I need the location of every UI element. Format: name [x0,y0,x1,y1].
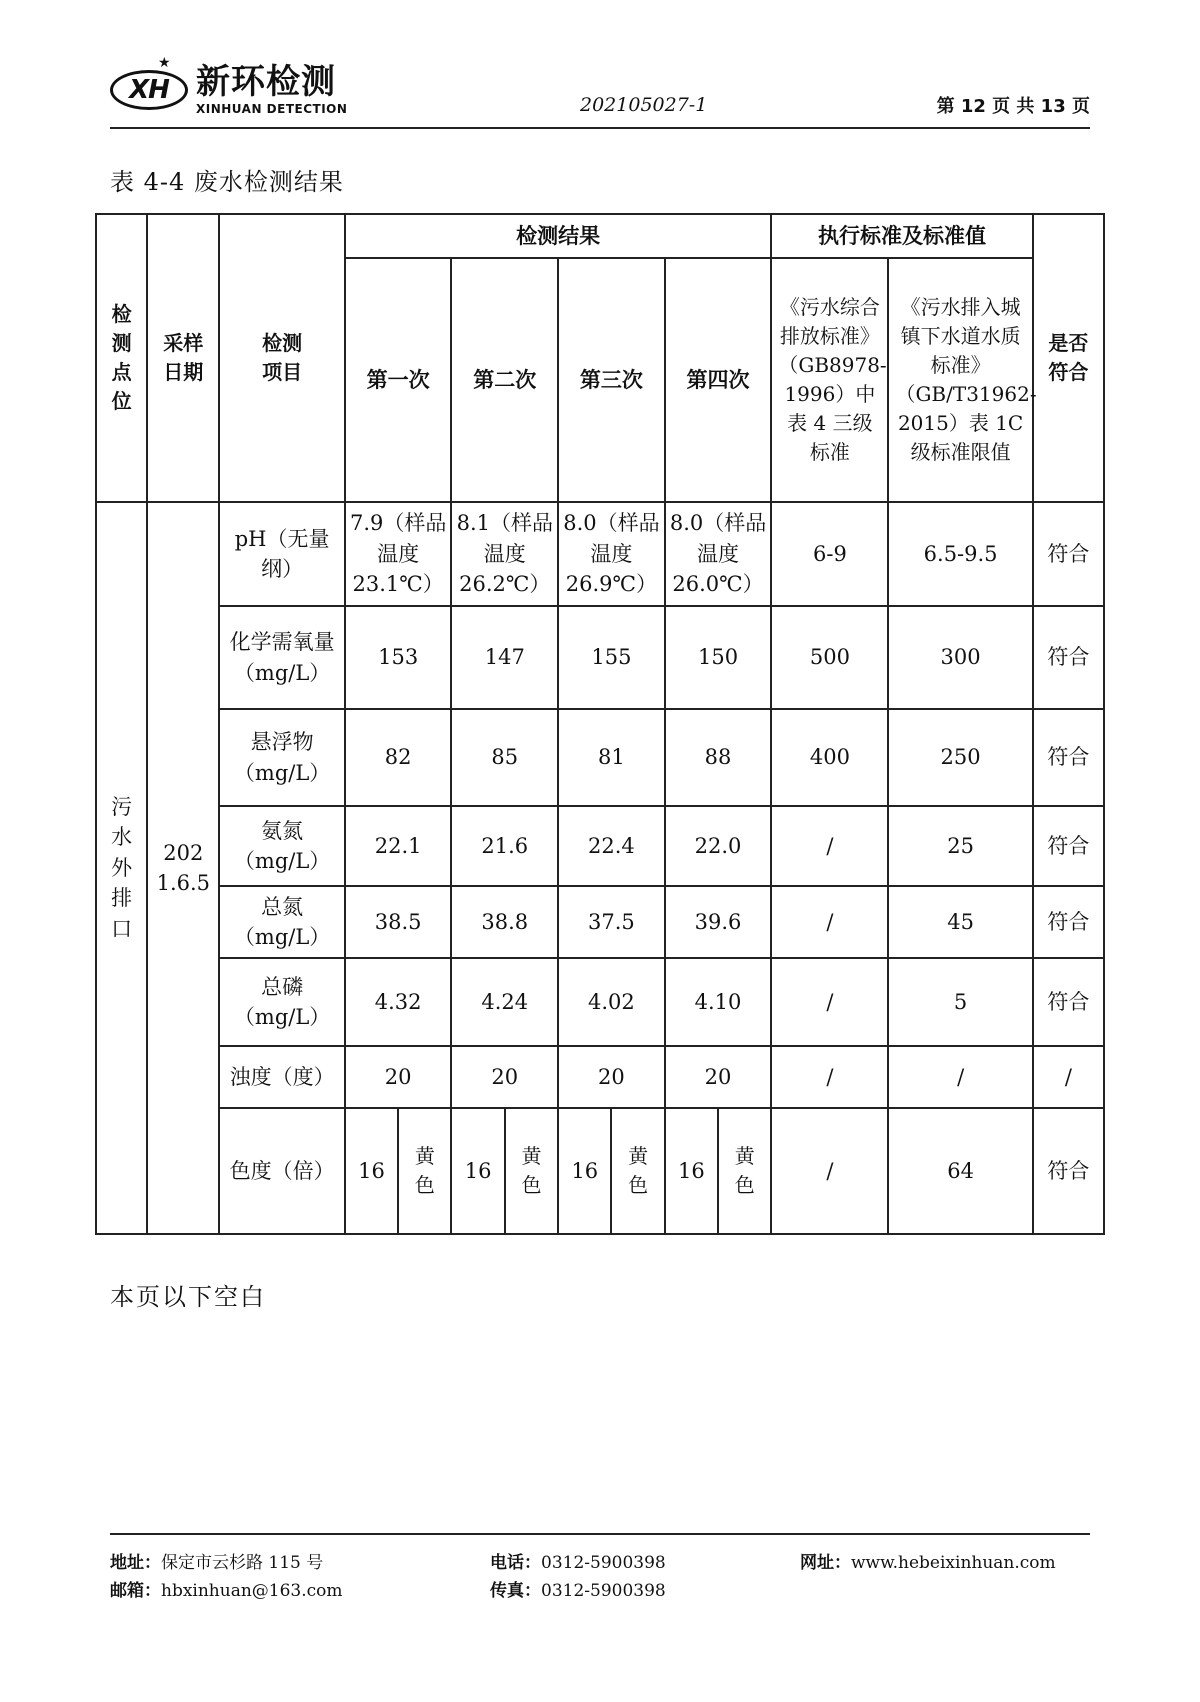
table-row [96,958,1104,1046]
cell-round-1: 7.9（样品温度 23.1℃） [345,502,452,606]
footer-website: 网址：www.hebeixinhuan.com [800,1553,1056,1573]
cell-standard-2: 300 [888,606,1032,709]
cell-standard-1: / [771,886,888,958]
cell-item: 氨氮（mg/L） [219,806,344,886]
cell-item: 总磷（mg/L） [219,958,344,1046]
page-header [110,55,1090,130]
cell-round-2: 8.1（样品温度 26.2℃） [451,502,558,606]
cell-round-2: 16 [451,1108,504,1234]
table-row [96,886,1104,958]
table-title: 表 4-4 废水检测结果 [110,168,344,196]
cell-round-4: 4.10 [665,958,772,1046]
footer-phone: 电话：0312-5900398 [490,1553,666,1573]
logo-company-name: 新环检测 [196,62,336,102]
table-row [96,806,1104,886]
col-header-item: 检测项目 [219,214,344,502]
cell-round-4: 16 [665,1108,718,1234]
cell-round-1-color: 黄色 [398,1108,451,1234]
col-header-conform: 是否符合 [1033,214,1104,502]
cell-round-4: 150 [665,606,772,709]
col-header-point: 检测点位 [96,214,147,502]
cell-round-3: 16 [558,1108,611,1234]
cell-standard-1: 500 [771,606,888,709]
cell-round-2: 85 [451,709,558,806]
cell-item: 悬浮物（mg/L） [219,709,344,806]
page-footer [110,1548,1090,1608]
cell-sampling-point: 污水外排口 [96,502,147,1234]
col-header-round-3: 第三次 [558,258,665,502]
footer-address: 地址：保定市云杉路 115 号 [110,1553,324,1573]
logo-star-icon: ★ [158,55,171,71]
results-table [95,213,1105,1235]
footer-rule [110,1533,1090,1535]
cell-round-1: 20 [345,1046,452,1108]
cell-round-4: 20 [665,1046,772,1108]
cell-item: 化学需氧量（mg/L） [219,606,344,709]
cell-round-4: 8.0（样品温度 26.0℃） [665,502,772,606]
col-header-standard-group: 执行标准及标准值 [771,214,1032,258]
cell-conform: 符合 [1033,958,1104,1046]
cell-round-3: 22.4 [558,806,665,886]
cell-round-1: 82 [345,709,452,806]
cell-round-4: 22.0 [665,806,772,886]
cell-round-4: 88 [665,709,772,806]
cell-sampling-date: 2021.6.5 [147,502,219,1234]
cell-conform: 符合 [1033,709,1104,806]
cell-standard-1: 6-9 [771,502,888,606]
footer-email: 邮箱：hbxinhuan@163.com [110,1581,343,1601]
cell-round-1: 4.32 [345,958,452,1046]
cell-item: 总氮（mg/L） [219,886,344,958]
cell-round-2: 21.6 [451,806,558,886]
col-header-results-group: 检测结果 [345,214,772,258]
col-header-round-2: 第二次 [451,258,558,502]
cell-standard-2: 6.5-9.5 [888,502,1032,606]
cell-item: 浊度（度） [219,1046,344,1108]
logo-company-name-en: XINHUAN DETECTION [196,102,348,116]
cell-round-3: 4.02 [558,958,665,1046]
cell-round-1: 16 [345,1108,398,1234]
col-header-date: 采样日期 [147,214,219,502]
blank-below-note: 本页以下空白 [110,1283,266,1311]
header-row-1 [96,214,1104,258]
report-number: 202105027-1 [580,94,708,116]
page-number: 第 12 页 共 13 页 [936,96,1090,117]
cell-standard-1: / [771,1046,888,1108]
header-rule [110,127,1090,129]
logo-badge: XH [110,70,188,110]
table-row [96,1046,1104,1108]
cell-standard-2: 64 [888,1108,1032,1234]
cell-conform: 符合 [1033,806,1104,886]
cell-round-2: 38.8 [451,886,558,958]
cell-round-4: 39.6 [665,886,772,958]
cell-round-3-color: 黄色 [611,1108,664,1234]
cell-conform: 符合 [1033,886,1104,958]
cell-standard-1: 400 [771,709,888,806]
cell-round-2: 147 [451,606,558,709]
cell-standard-2: / [888,1046,1032,1108]
cell-round-2-color: 黄色 [505,1108,558,1234]
table-row [96,606,1104,709]
cell-standard-1: / [771,806,888,886]
cell-round-1: 153 [345,606,452,709]
cell-round-3: 155 [558,606,665,709]
col-header-round-1: 第一次 [345,258,452,502]
col-header-standard-2: 《污水排入城镇下水道水质标准》（GB/T31962-2015）表 1C 级标准限值 [888,258,1032,502]
cell-round-1: 22.1 [345,806,452,886]
col-header-round-4: 第四次 [665,258,772,502]
cell-standard-2: 250 [888,709,1032,806]
table-row [96,1108,1104,1234]
cell-round-3: 37.5 [558,886,665,958]
table-row [96,709,1104,806]
cell-standard-1: / [771,958,888,1046]
cell-conform: 符合 [1033,1108,1104,1234]
cell-round-2: 20 [451,1046,558,1108]
cell-round-2: 4.24 [451,958,558,1046]
cell-item: 色度（倍） [219,1108,344,1234]
cell-round-3: 81 [558,709,665,806]
cell-conform: 符合 [1033,606,1104,709]
cell-standard-1: / [771,1108,888,1234]
cell-round-4-color: 黄色 [718,1108,771,1234]
col-header-standard-1: 《污水综合排放标准》（GB8978-1996）中表 4 三级标准 [771,258,888,502]
cell-conform: / [1033,1046,1104,1108]
cell-standard-2: 45 [888,886,1032,958]
cell-conform: 符合 [1033,502,1104,606]
cell-standard-2: 5 [888,958,1032,1046]
footer-fax: 传真：0312-5900398 [490,1581,666,1601]
cell-round-3: 20 [558,1046,665,1108]
cell-item: pH（无量纲） [219,502,344,606]
cell-round-1: 38.5 [345,886,452,958]
table-row [96,502,1104,606]
company-logo [110,55,370,124]
cell-standard-2: 25 [888,806,1032,886]
cell-round-3: 8.0（样品温度 26.9℃） [558,502,665,606]
